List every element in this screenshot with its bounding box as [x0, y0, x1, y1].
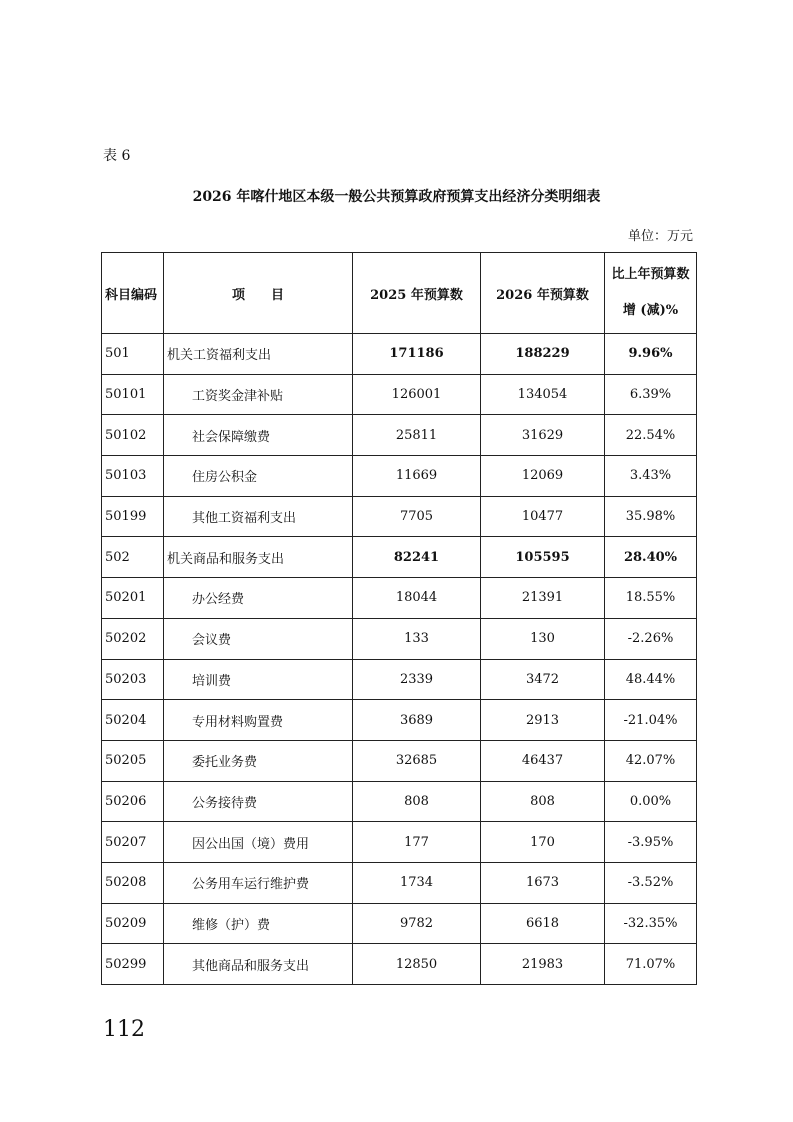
cell-2026: 134054: [481, 374, 605, 415]
table-row: [102, 496, 697, 537]
cell-2025: 3689: [353, 700, 481, 741]
cell-pct: -2.26%: [605, 618, 697, 659]
cell-pct: 22.54%: [605, 415, 697, 456]
cell-2025: 32685: [353, 740, 481, 781]
cell-code: 50103: [102, 456, 164, 497]
cell-name: 住房公积金: [164, 456, 353, 497]
cell-2026: 31629: [481, 415, 605, 456]
cell-2025: 11669: [353, 456, 481, 497]
cell-name: 维修（护）费: [164, 903, 353, 944]
cell-code: 502: [102, 537, 164, 578]
table-header-row: [102, 253, 697, 334]
cell-name: 机关工资福利支出: [164, 334, 353, 375]
table-row: [102, 415, 697, 456]
table-row: [102, 334, 697, 375]
header-code: 科目编码: [102, 253, 164, 334]
cell-pct: 48.44%: [605, 659, 697, 700]
cell-2025: 177: [353, 822, 481, 863]
table-row: [102, 944, 697, 985]
cell-2026: 12069: [481, 456, 605, 497]
table-label: 表 6: [103, 148, 131, 164]
cell-name: 办公经费: [164, 578, 353, 619]
table-row: [102, 659, 697, 700]
cell-2026: 6618: [481, 903, 605, 944]
cell-2026: 170: [481, 822, 605, 863]
cell-pct: 6.39%: [605, 374, 697, 415]
cell-code: 50204: [102, 700, 164, 741]
cell-pct: 9.96%: [605, 334, 697, 375]
cell-pct: -3.52%: [605, 862, 697, 903]
cell-2026: 21983: [481, 944, 605, 985]
cell-code: 50203: [102, 659, 164, 700]
unit-label: 单位：万元: [627, 229, 693, 244]
cell-2025: 1734: [353, 862, 481, 903]
cell-2026: 130: [481, 618, 605, 659]
table-row: [102, 862, 697, 903]
cell-2025: 12850: [353, 944, 481, 985]
cell-code: 50205: [102, 740, 164, 781]
cell-name: 会议费: [164, 618, 353, 659]
cell-2026: 1673: [481, 862, 605, 903]
cell-code: 50199: [102, 496, 164, 537]
cell-code: 50102: [102, 415, 164, 456]
cell-pct: -32.35%: [605, 903, 697, 944]
header-pct: [605, 253, 697, 334]
cell-pct: 0.00%: [605, 781, 697, 822]
cell-code: 50209: [102, 903, 164, 944]
header-pct-line1: 比上年预算数: [611, 267, 690, 282]
cell-2025: 126001: [353, 374, 481, 415]
cell-name: 公务接待费: [164, 781, 353, 822]
table-row: [102, 374, 697, 415]
table-row: [102, 537, 697, 578]
cell-code: 50208: [102, 862, 164, 903]
cell-code: 50206: [102, 781, 164, 822]
cell-pct: 28.40%: [605, 537, 697, 578]
cell-2026: 105595: [481, 537, 605, 578]
cell-pct: 71.07%: [605, 944, 697, 985]
cell-2025: 133: [353, 618, 481, 659]
cell-2025: 9782: [353, 903, 481, 944]
cell-name: 其他商品和服务支出: [164, 944, 353, 985]
cell-name: 机关商品和服务支出: [164, 537, 353, 578]
budget-table: [101, 252, 697, 985]
table-row: [102, 740, 697, 781]
cell-name: 社会保障缴费: [164, 415, 353, 456]
cell-code: 501: [102, 334, 164, 375]
cell-2026: 808: [481, 781, 605, 822]
cell-name: 公务用车运行维护费: [164, 862, 353, 903]
cell-2026: 188229: [481, 334, 605, 375]
cell-code: 50202: [102, 618, 164, 659]
cell-pct: 42.07%: [605, 740, 697, 781]
cell-2025: 2339: [353, 659, 481, 700]
cell-name: 其他工资福利支出: [164, 496, 353, 537]
cell-pct: 35.98%: [605, 496, 697, 537]
cell-2026: 10477: [481, 496, 605, 537]
cell-2025: 82241: [353, 537, 481, 578]
cell-name: 专用材料购置费: [164, 700, 353, 741]
cell-2026: 2913: [481, 700, 605, 741]
table-row: [102, 781, 697, 822]
cell-pct: -21.04%: [605, 700, 697, 741]
header-2025: 2025 年预算数: [353, 253, 481, 334]
cell-name: 工资奖金津补贴: [164, 374, 353, 415]
table-row: [102, 700, 697, 741]
cell-code: 50207: [102, 822, 164, 863]
cell-2025: 808: [353, 781, 481, 822]
cell-pct: 18.55%: [605, 578, 697, 619]
page-number: 112: [103, 1017, 145, 1042]
cell-2026: 3472: [481, 659, 605, 700]
cell-code: 50101: [102, 374, 164, 415]
header-name: 项 目: [164, 253, 353, 334]
cell-code: 50299: [102, 944, 164, 985]
header-pct-line2: 增 (减)%: [622, 303, 679, 318]
table-row: [102, 578, 697, 619]
cell-pct: 3.43%: [605, 456, 697, 497]
cell-2025: 18044: [353, 578, 481, 619]
cell-2025: 25811: [353, 415, 481, 456]
cell-2025: 171186: [353, 334, 481, 375]
cell-2026: 21391: [481, 578, 605, 619]
cell-name: 培训费: [164, 659, 353, 700]
header-2026: 2026 年预算数: [481, 253, 605, 334]
table-row: [102, 456, 697, 497]
page-title: 2026 年喀什地区本级一般公共预算政府预算支出经济分类明细表: [192, 189, 601, 205]
table-row: [102, 618, 697, 659]
table-row: [102, 903, 697, 944]
cell-pct: -3.95%: [605, 822, 697, 863]
table-row: [102, 822, 697, 863]
cell-name: 委托业务费: [164, 740, 353, 781]
cell-code: 50201: [102, 578, 164, 619]
cell-2026: 46437: [481, 740, 605, 781]
cell-2025: 7705: [353, 496, 481, 537]
cell-name: 因公出国（境）费用: [164, 822, 353, 863]
